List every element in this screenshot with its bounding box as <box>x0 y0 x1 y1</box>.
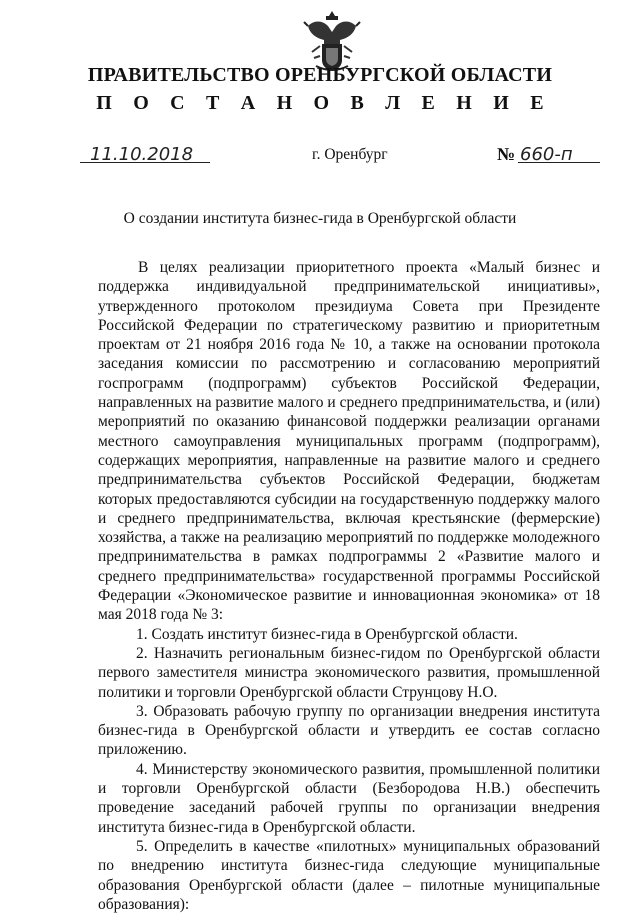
clause-5: 5. Определить в качестве «пилотных» муниципальных образований по внедрению института бизнес-гида следующие муниципальные образования Оренбургской области (далее – пилотные муниципальные образования): <box>98 837 600 913</box>
document-meta-line <box>0 140 640 170</box>
date-underline <box>80 162 210 163</box>
preamble-paragraph: В целях реализации приоритетного проекта «Малый бизнес и поддержка индивидуальной предпринимательской инициативы», утвержденного протоколом президиума Совета при Президенте Российской Федерации по стратегическому развитию и приоритетным проектам от 21 ноября 2016 года № 10, а также на основании протокола заседания комиссии по рассмотрению и согласованию мероприятий госпрограмм (подпрограмм) субъектов Российской Федерации, направленных на развитие малого и среднего предпринимательства, и (или) мероприятий по оказанию финансовой поддержки реализации органами местного самоуправления муниципальных программ (подпрограмм), содержащих мероприятия, направленные на развитие малого и среднего предпринимательства субъектов Российской Федерации, бюджетам которых предоставляются субсидии на государственную поддержку малого и среднего предпринимательства, включая крестьянские (фермерские) хозяйства, а также на реализацию мероприятий по поддержке молодежного предпринимательства в рамках подпрограммы 2 «Развитие малого и среднего предпринимательства» государственной программы Российской Федерации «Экономическое развитие и инновационная экономика» от 18 мая 2018 года № 3: <box>98 259 600 624</box>
clause-4: 4. Министерству экономического развития, промышленной политики и торговли Оренбургской области (Безбородова Н.В.) обеспечить проведение заседаний рабочей группы по организации внедрения института бизнес-гида в Оренбургской области. <box>98 760 600 836</box>
document-number: 660-п <box>520 144 573 165</box>
clause-1: 1. Создать институт бизнес-гида в Оренбургской области. <box>136 625 518 643</box>
document-date: 11.10.2018 <box>90 144 194 165</box>
document-city: г. Оренбург <box>312 146 388 163</box>
clause-3: 3. Образовать рабочую группу по организации внедрения института бизнес-гида в Оренбургской области и утвердить ее состав согласно приложению. <box>98 702 600 759</box>
government-title: ПРАВИТЕЛЬСТВО ОРЕНБУРГСКОЙ ОБЛАСТИ <box>87 64 553 86</box>
document-subject: О создании института бизнес-гида в Оренбургской области <box>123 210 517 227</box>
number-underline <box>518 162 600 163</box>
number-sign: № <box>497 144 516 164</box>
clause-2: 2. Назначить региональным бизнес-гидом по Оренбургской области первого заместителя министра экономического развития, промышленной политики и торговли Оренбургской области Струнцову Н.О. <box>98 644 600 701</box>
document-body <box>98 258 600 914</box>
document-type-heading: П О С Т А Н О В Л Е Н И Е <box>96 92 552 114</box>
